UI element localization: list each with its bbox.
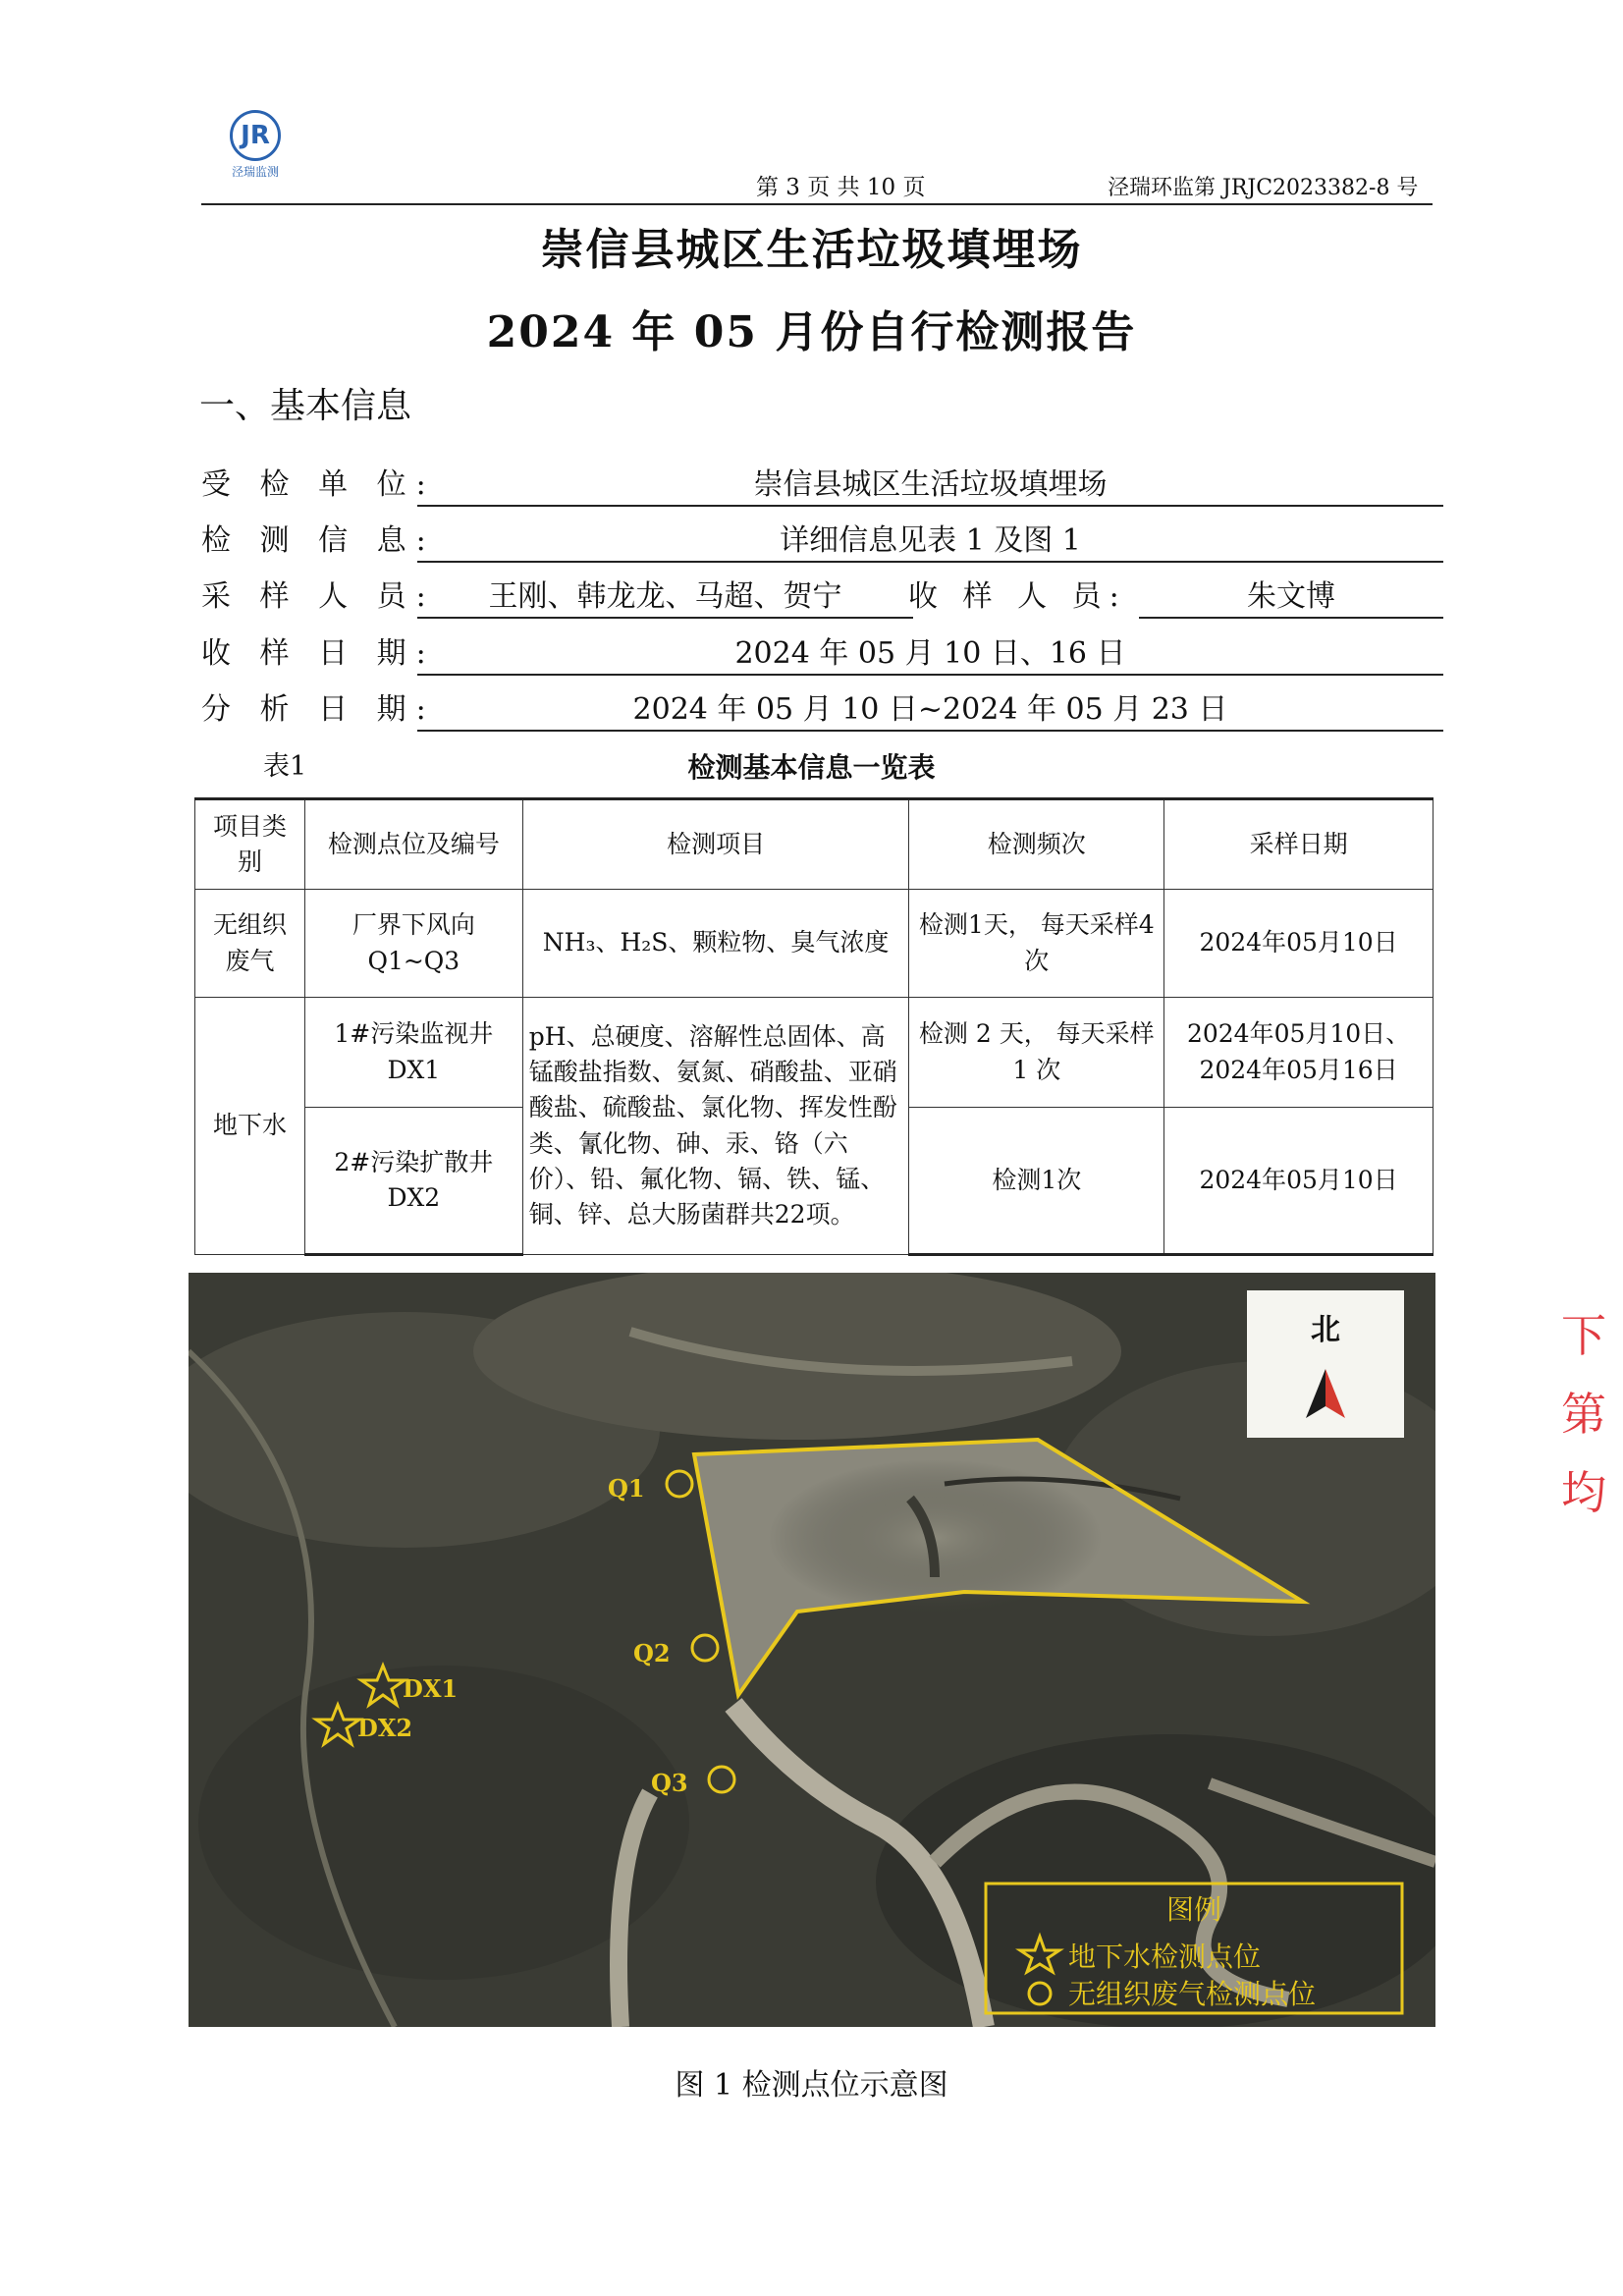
header-date: 采样日期	[1164, 799, 1434, 890]
report-number: 泾瑞环监第 JRJC2023382-8 号	[1108, 176, 1419, 200]
cell-point: 厂界下风向 Q1~Q3	[304, 890, 522, 998]
sampler-value: 王刚、韩龙龙、马超、贺宁	[417, 572, 913, 619]
cell-date: 2024年05月10日	[1164, 1108, 1434, 1255]
analysis-date-row	[201, 684, 1443, 730]
legend-title: 图例	[1165, 1893, 1222, 1926]
cell-frequency: 检测1天， 每天采样4次	[909, 890, 1164, 998]
header-frequency: 检测频次	[909, 799, 1164, 890]
label-q3: Q3	[651, 1769, 688, 1797]
legend-air-label: 无组织废气检测点位	[1068, 1978, 1317, 2010]
header-items: 检测项目	[522, 799, 909, 890]
detection-label: 检 测 信 息:	[201, 523, 436, 558]
receiver-label: 收 样 人 员:	[908, 579, 1127, 614]
satellite-image	[189, 1273, 1435, 2027]
receive-date-value: 2024 年 05 月 10 日、16 日	[417, 629, 1443, 676]
cell-point: 1#污染监视井 DX1	[304, 998, 522, 1108]
client-value: 崇信县城区生活垃圾填埋场	[417, 460, 1443, 507]
logo-mark: JR	[230, 110, 281, 161]
receive-date-row	[201, 629, 1443, 674]
header-point: 检测点位及编号	[304, 799, 522, 890]
table-caption: 表1	[263, 751, 307, 782]
table-row	[195, 890, 1434, 998]
figure-caption: 图 1 检测点位示意图	[675, 2068, 948, 2103]
analysis-date-value: 2024 年 05 月 10 日~2024 年 05 月 23 日	[417, 684, 1443, 732]
logo-text: 泾瑞监测	[231, 165, 279, 179]
label-q1: Q1	[608, 1474, 645, 1503]
cell-frequency: 检测1次	[909, 1108, 1164, 1255]
table-row	[195, 998, 1434, 1108]
sampler-row	[201, 572, 1443, 617]
header-rule	[201, 203, 1433, 205]
info-table	[194, 797, 1434, 1256]
cell-items: pH、总硬度、溶解性总固体、高锰酸盐指数、氨氮、硝酸盐、亚硝酸盐、硫酸盐、氯化物、挥发性酚类、氰化物、砷、汞、铬（六价）、铅、氟化物、镉、铁、锰、铜、锌、总大肠菌群共22项。	[522, 998, 909, 1255]
legend-groundwater-label: 地下水检测点位	[1068, 1941, 1262, 1973]
sampler-label: 采 样 人 员:	[201, 579, 436, 614]
cell-items: NH₃、H₂S、颗粒物、臭气浓度	[522, 890, 909, 998]
cell-date: 2024年05月10日、 2024年05月16日	[1164, 998, 1434, 1108]
cell-date: 2024年05月10日	[1164, 890, 1434, 998]
header-category: 项目类别	[195, 799, 305, 890]
company-logo	[224, 110, 287, 185]
detection-value: 详细信息见表 1 及图 1	[417, 516, 1443, 563]
cell-category: 地下水	[195, 998, 305, 1255]
cell-point: 2#污染扩散井 DX2	[304, 1108, 522, 1255]
label-dx1: DX1	[403, 1674, 459, 1703]
receive-date-label: 收 样 日 期:	[201, 636, 436, 671]
report-title-line2: 2024 年 05 月份自行检测报告	[486, 307, 1137, 357]
site-map	[189, 1273, 1435, 2027]
client-label: 受 检 单 位:	[201, 467, 436, 502]
north-label: 北	[1311, 1313, 1340, 1347]
cell-category: 无组织废气	[195, 890, 305, 998]
analysis-date-label: 分 析 日 期:	[201, 692, 436, 727]
detection-row	[201, 516, 1443, 561]
table-title: 检测基本信息一览表	[687, 751, 936, 784]
client-row	[201, 460, 1443, 505]
label-dx2: DX2	[357, 1714, 413, 1742]
section-heading: 一、基本信息	[199, 386, 412, 426]
label-q2: Q2	[633, 1639, 671, 1667]
report-title-line1: 崇信县城区生活垃圾填埋场	[540, 225, 1083, 275]
table-header-row	[195, 799, 1434, 890]
page-number: 第 3 页 共 10 页	[756, 175, 926, 200]
receiver-value: 朱文博	[1139, 572, 1443, 619]
cell-frequency: 检测 2 天， 每天采样 1 次	[909, 998, 1164, 1108]
seal-stamp: 下 第 均	[1561, 1309, 1606, 1519]
